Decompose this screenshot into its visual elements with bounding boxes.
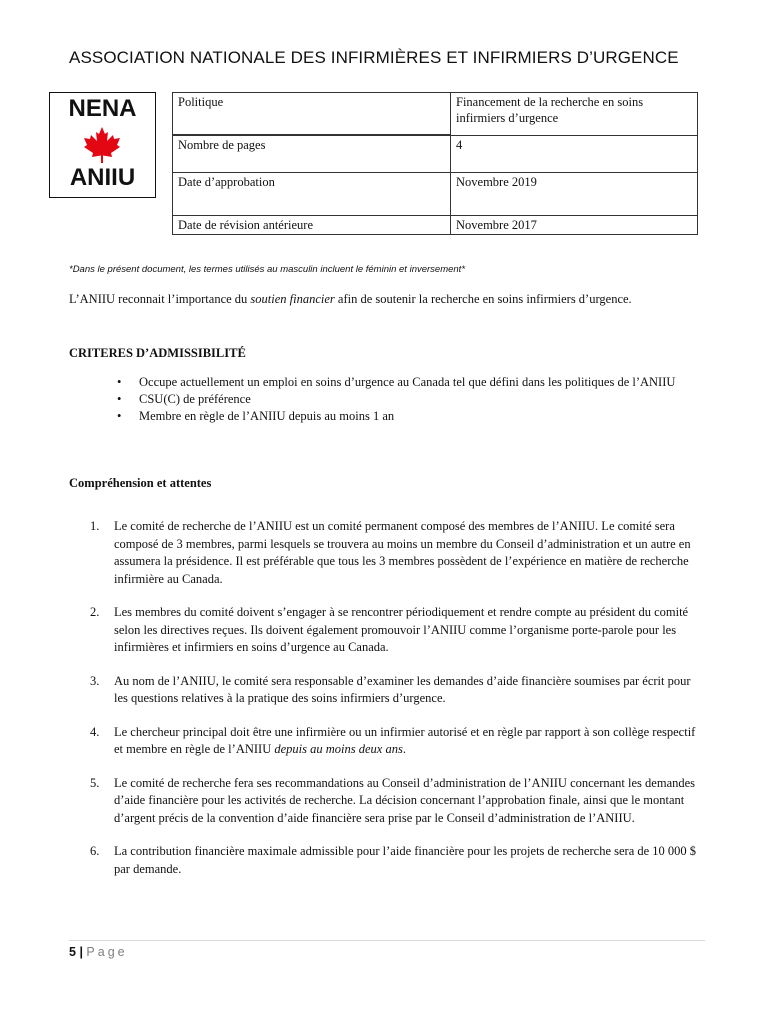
table-cell-value: Novembre 2019 bbox=[451, 173, 698, 216]
criteria-list bbox=[117, 374, 697, 425]
intro-text: L’ANIIU reconnait l’importance du bbox=[69, 292, 251, 306]
footer-divider bbox=[69, 940, 705, 941]
gender-note: *Dans le présent document, les termes utilisés au masculin incluent le féminin et inversement* bbox=[69, 264, 466, 275]
table-cell-value: Financement de la recherche en soins infirmiers d’urgence bbox=[451, 93, 698, 136]
list-item bbox=[90, 843, 705, 878]
table-cell-label: Politique bbox=[173, 93, 451, 135]
list-item-text: Au nom de l’ANIIU, le comité sera responsable d’examiner les demandes d’aide financière soumises par écrit pour les questions relatives à la pratique des soins infirmiers d’urgence. bbox=[114, 673, 691, 705]
list-item-text: Occupe actuellement un emploi en soins d’urgence au Canada tel que défini dans les politiques de l’ANIIU bbox=[139, 375, 676, 389]
item-number: 1. bbox=[90, 519, 100, 533]
list-item-text: La contribution financière maximale admissible pour l’aide financière pour les projets de recherche sera de 10 000 $ par demande. bbox=[114, 844, 697, 876]
bullet: • bbox=[117, 392, 122, 406]
table-row bbox=[173, 173, 698, 216]
list-item-text: CSU(C) de préférence bbox=[139, 392, 251, 406]
table-cell-label: Nombre de pages bbox=[173, 136, 451, 173]
list-item bbox=[90, 518, 705, 588]
page-label: Page bbox=[86, 945, 128, 959]
logo-top-text: NENA bbox=[68, 95, 137, 122]
table-row bbox=[173, 216, 698, 235]
page-number: 5 bbox=[69, 945, 76, 959]
item-number: 3. bbox=[90, 673, 100, 688]
item-number: 4. bbox=[90, 724, 100, 739]
list-item bbox=[90, 775, 705, 828]
table-cell-label: Date de révision antérieure bbox=[173, 216, 451, 235]
table-row bbox=[173, 136, 698, 173]
list-item-text: Les membres du comité doivent s’engager à se rencontrer périodiquement et rendre compte au président du comité selon les directives reçues. Ils doivent également promouvoir l’ANIIU comme l’organisme porte-parole pour les infirmières et infirmiers en soins d’urgence au Canada. bbox=[114, 605, 689, 654]
page-footer bbox=[69, 945, 128, 959]
list-item bbox=[117, 391, 697, 408]
logo-bottom-text: ANIIU bbox=[69, 164, 136, 191]
comprehension-heading: Compréhension et attentes bbox=[69, 476, 212, 490]
item-number: 6. bbox=[90, 844, 100, 858]
list-item-text: Le chercheur principal doit être une infirmière ou un infirmier autorisé et en règle par rapport à son collège respectif et membre en règle de l’ANIIU bbox=[114, 724, 696, 756]
list-item bbox=[117, 408, 697, 425]
table-cell-value: Novembre 2017 bbox=[451, 216, 698, 235]
intro-text-end: afin de soutenir la recherche en soins infirmiers d’urgence. bbox=[334, 292, 632, 306]
bullet: • bbox=[117, 375, 122, 389]
list-item bbox=[117, 374, 697, 391]
item-number: 5. bbox=[90, 775, 100, 790]
list-item bbox=[90, 724, 705, 759]
nena-aniiu-logo bbox=[49, 92, 156, 198]
list-item bbox=[90, 673, 705, 708]
page-title: ASSOCIATION NATIONALE DES INFIRMIÈRES ET INFIRMIERS D’URGENCE bbox=[69, 48, 679, 67]
intro-paragraph bbox=[69, 292, 719, 307]
table-row bbox=[173, 93, 698, 135]
item-number: 2. bbox=[90, 605, 100, 619]
bullet: • bbox=[117, 409, 122, 423]
list-item-text-end: . bbox=[402, 742, 406, 756]
policy-info-table bbox=[172, 92, 698, 235]
table-cell-value: 4 bbox=[451, 136, 698, 173]
list-item-text: Membre en règle de l’ANIIU depuis au moins 1 an bbox=[139, 409, 395, 423]
list-item-text: Le comité de recherche de l’ANIIU est un comité permanent composé des membres de l’ANIIU. Le comité sera composé de 3 membres, parmi lesquels se trouvera au moins un membre du Conseil d’administration et un autre en assumera la présidence. Il est préférable que tous les 3 membres possèdent de l’expérience en matière de recherche infirmière au Canada. bbox=[114, 519, 691, 586]
criteria-heading: CRITERES D’ADMISSIBILITÉ bbox=[69, 346, 246, 360]
list-item-text: Le comité de recherche fera ses recommandations au Conseil d’administration de l’ANIIU concernant les demandes d’aide financière pour les activités de recherche. La décision concernant l’approbation finale, ainsi que le montant d’argent précis de la convention d’aide financière sera prise par le Conseil d’administration de l’ANIIU. bbox=[114, 775, 696, 825]
intro-emphasis: soutien financier bbox=[250, 292, 335, 306]
list-item bbox=[90, 604, 705, 657]
list-item-emphasis: depuis au moins deux ans bbox=[274, 742, 403, 756]
comprehension-list bbox=[90, 518, 705, 894]
footer-separator: | bbox=[79, 945, 83, 959]
maple-leaf-icon bbox=[82, 126, 122, 164]
table-cell-label: Date d’approbation bbox=[173, 173, 451, 216]
